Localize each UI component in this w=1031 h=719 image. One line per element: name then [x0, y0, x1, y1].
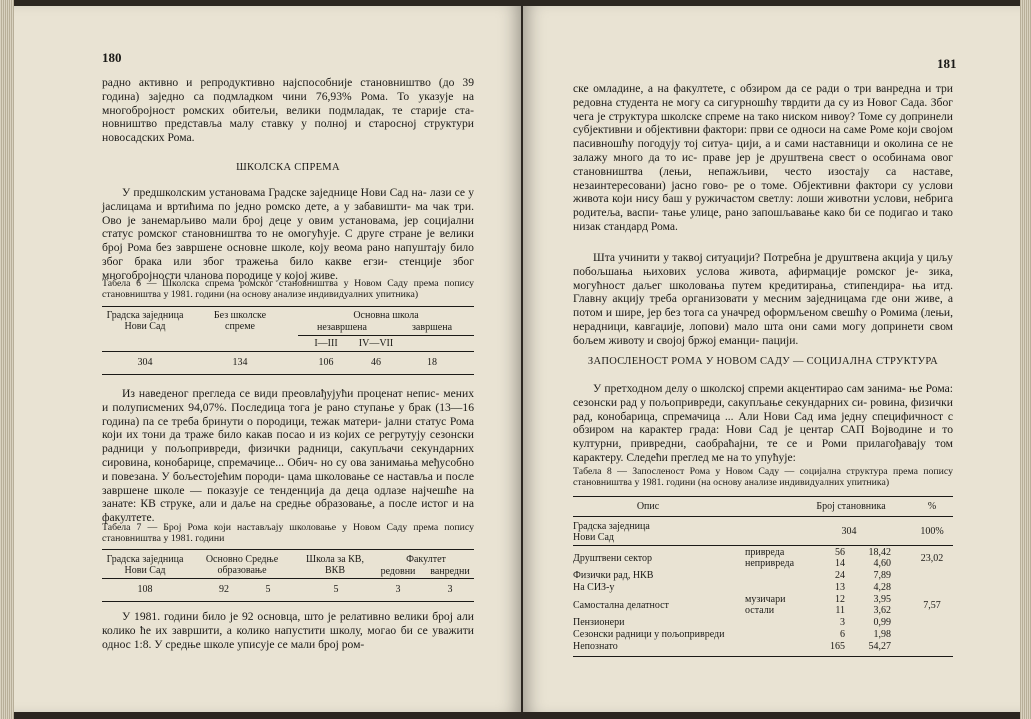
table7-caption: Табела 7 — Број Рома који настављају школовање у Новом Саду према попису становништва у 1981. години [102, 522, 474, 545]
table8-cell: 24 [835, 570, 845, 581]
text-line: САП Војводине и то културни, привредни, саобраћајни, те се и Роми [573, 423, 954, 451]
table8-row-physical-label: Физички рад, НКВ [573, 570, 654, 581]
table6-cell: 134 [232, 357, 248, 368]
table8-cell: привреда [745, 547, 785, 558]
table7-cell: 3 [395, 584, 401, 595]
table8-head-rule [573, 516, 953, 517]
table8-row-seasonal-label: Сезонски радници у пољопривреди [573, 629, 725, 640]
table7-top-rule [102, 549, 474, 550]
text-line: ња итд. Главну акцију треба организовати у месним заједницама где [573, 278, 953, 306]
left-page [14, 6, 521, 712]
table8-cell: 7,57 [923, 600, 941, 611]
text-line: мених и полуписмених 94,07%. Последица тога је рано ступање у [102, 387, 474, 414]
table7-head-part-time: ванредни [430, 566, 470, 577]
text-line: свешћу о Ромима (лењи, нерадници, кавгаџије, лопови) мало шта они [573, 306, 953, 333]
text-line: ружичастом светлу: лоши животни услови, небрига родитеља, васпи- [573, 192, 954, 220]
employment-paragraph [573, 382, 953, 465]
table8-bottom-rule [573, 656, 953, 657]
text-line: цама школовање се наставља и после завршене школе — [102, 469, 474, 497]
table7-cell: 5 [333, 584, 339, 595]
text-line: У предшколским установама Градске заједнице Нови Сад на- [122, 186, 427, 199]
text-line: но су ова занимања међусобно и повезана. У бољестојећим породи- [102, 455, 475, 483]
table6-head-primary: Основна школа [353, 310, 419, 321]
table8-head-pct: % [927, 501, 937, 512]
text-line: у циљу побољшања њихових услова живота, афирмације ромског је- [573, 251, 953, 278]
school-paragraph [102, 186, 474, 283]
table8-cell: музичари [745, 594, 786, 605]
table8-cell: остали [745, 605, 775, 616]
table8-cell: 23,02 [920, 553, 944, 564]
table8-cell: 56 [835, 547, 845, 558]
table8-caption: Табела 8 — Запосленост Рома у Новом Саду — социјална структура према попису становништва у 1981. години (на основу анализе индивидуалних упитника) [573, 466, 953, 489]
table7-head-community: Градска заједница Нови Сад [106, 554, 184, 576]
table8-cell: 165 [830, 641, 845, 652]
table8-row-unknown-label: Непознато [573, 641, 618, 652]
table7-bottom-rule [102, 601, 474, 602]
text-line: се регрутују сезонски радници у пољопривреди, физички радници, [102, 428, 474, 456]
page-number-left: 180 [102, 50, 122, 65]
table8-cell: 3 [840, 617, 845, 628]
text-line: новништво представља малу ставку у полној и старосној структури [102, 117, 474, 131]
text-line: се односи на саме Роме који својом пасивношћу погодују тој ситуа- [573, 123, 953, 151]
table6-head-complete: завршена [411, 322, 453, 333]
table6-head-g2: IV—VII [358, 338, 394, 349]
text-line: али и даље на средње образовање, а после истог и на факултете. [102, 497, 474, 525]
table8-cell: 7,89 [873, 570, 891, 581]
table7-head-education: Основно Средње образовање [205, 554, 279, 576]
text-line: нивоу? Томе су допринели субјективни и објективни фактори: први [573, 109, 953, 137]
table8-cell: 11 [835, 605, 845, 616]
text-line: прилагођавају том карактеру. Следећи преглед ме на то упућује: [573, 437, 953, 464]
continuation-paragraph [573, 82, 953, 234]
text-line: лази се у јаслицама и вртићима по једно ромско дете, а у забавишти- [102, 186, 474, 213]
table6-mid-rule [298, 335, 474, 336]
text-line: радно активно и репродуктивно најспособније становништво (до 39 [102, 76, 474, 89]
text-line: показује се тенденција да деца одлазе најчешће на занате: КВ струке, [102, 483, 475, 511]
section-title-school: ШКОЛСКА СПРЕМА [236, 162, 340, 173]
table8-cell: 4,28 [873, 582, 891, 593]
table7-cell: 108 [137, 584, 153, 595]
table7-head-regular: редовни [380, 566, 416, 577]
table8-row-total-label: Градска заједница Нови Сад [573, 521, 650, 543]
table8-row-social-label: Друштвени сектор [573, 553, 653, 564]
table7-head-rule [102, 578, 474, 579]
table8-cell: непривреда [745, 558, 795, 569]
table8-cell: 12 [835, 594, 845, 605]
table8-cell: 3,62 [873, 605, 891, 616]
text-line: стенције због многобројности чланова породице у којој живе. [102, 254, 474, 282]
text-line: број али колико ће их завршити, а колико напустити школу, могао [102, 610, 475, 637]
table7-cell: 5 [265, 584, 271, 595]
text-line: ре о томе. Објективни фактори су услови живота који нису баш у [573, 178, 953, 206]
text-line: година) заједно са подмладком чини 76,93% Рома. То указује на [102, 89, 474, 103]
text-line: јални статус Рома који их тони да траже било какав посао и из којих [102, 414, 474, 442]
text-line: тање улице, рано запошљавање како би се подигао и тако низак [573, 206, 953, 233]
table8-row-rule [573, 545, 953, 546]
table8-cell: 13 [835, 582, 845, 593]
book-page-edges-right [1020, 0, 1031, 719]
table6-head-rule [102, 351, 474, 352]
text-line: У 1981. години било је 92 основца, што је релативно велики [122, 610, 429, 623]
table7-head-faculty: Факултет [406, 554, 446, 565]
text-line: Новог Сада. Због чега је структура школске спреме на тако ниском [573, 95, 953, 123]
text-line: пацији. [762, 333, 799, 347]
table6-bottom-rule [102, 374, 474, 375]
table8-cell: 100% [920, 526, 944, 537]
action-paragraph [573, 251, 953, 348]
table6-head-g1: I—III [314, 338, 338, 349]
table6-head-no-school: Без школске спреме [213, 310, 267, 332]
table8-cell: 18,42 [868, 547, 891, 558]
text-line: ске омладине, а на факултете, с обзиром да се ради о три ванредна [573, 82, 921, 95]
book-page-edges-left [0, 0, 14, 719]
text-line: јер социјални статус ромског становништва то не омогућује. С друге [102, 213, 474, 241]
table6-cell: 46 [371, 357, 381, 368]
text-line: праве јер је друштвена свест о особинама овог становништва (лењи, [573, 150, 953, 178]
text-line: сакупљачи секундарних сировина, конобарице, спремачице... Обич- [102, 442, 474, 469]
text-line: рано напуштају било због брака или због тражења било какве егзи- [102, 241, 474, 268]
text-line: једну специфичност с обзиром на карактер града: Нови Сад је центар [573, 409, 953, 437]
text-line: ма чак три. Ово је занемарљиво мали број деце у овим установама, [102, 199, 475, 227]
table8-head-occupation: Опис [636, 501, 660, 512]
table8-cell: 1,98 [873, 629, 891, 640]
text-line: Из наведеног прегледа се види преовлађујући проценат непис- [122, 387, 440, 400]
analysis-paragraph [102, 387, 474, 525]
table7-head-school: Школа за КВ, ВКВ [306, 554, 364, 576]
table6-head-community: Градска заједница Нови Сад [106, 310, 184, 332]
text-line: стандард Рома. [603, 219, 678, 233]
text-line: и три редовна студента не могу са сигурношћу тврдити да су из [573, 82, 953, 109]
right-page [523, 6, 1020, 712]
text-line: би се уважити однос 1:8. У средње школе уписује се мали број ром- [102, 623, 474, 651]
text-line: многобројност ромских обитељи, велики подмладак, те старије ста- [102, 103, 474, 117]
text-line: ње Рома: сезонски рад у пољопривреди, сакупљање секундарних си- [573, 382, 954, 409]
text-line: стране је велики број Рома без завршене основне школе, коју веома [102, 227, 474, 255]
table8-cell: 54,27 [868, 641, 891, 652]
text-line: новосадских Рома. [102, 131, 195, 145]
table8-cell: 14 [835, 558, 845, 569]
table8-row-selfemployed-label: Самостална делатност [573, 600, 669, 611]
table6-top-rule [102, 306, 474, 307]
intro-paragraph [102, 76, 474, 145]
table8-cell: 0,99 [873, 617, 891, 628]
table7-cell: 92 [219, 584, 229, 595]
table6-cell: 18 [427, 357, 437, 368]
text-line: Шта учинити у таквој ситуацији? Потребна је друштвена акција [593, 251, 914, 264]
table6-cell: 304 [137, 357, 153, 368]
text-line: зика, могућност даљег школовања путем кредитирања, стипендира- [573, 264, 953, 292]
table7-cell: 3 [447, 584, 453, 595]
table6-caption: Табела 6 — Школска спрема ромског становништва у Новом Саду према попису становништва у 1981. години (на основу анализе индивидуалних упитника) [102, 278, 474, 301]
page-number-right: 181 [937, 56, 957, 71]
text-line: цији, а и сами наставници и околина се не залажу много да то ис- [573, 137, 953, 164]
text-line: сами могу допринети свом бољем животу и својој бржој еманци- [573, 319, 953, 347]
closing-paragraph [102, 610, 474, 651]
section-title-employment: ЗАПОСЛЕНОСТ РОМА У НОВОМ САДУ — СОЦИЈАЛНА СТРУКТУРА [587, 356, 939, 367]
table6-cell: 106 [318, 357, 334, 368]
text-line: ровина, физички рад, конобарица, спремачица ... Али Нови Сад има [573, 395, 953, 423]
table6-head-incomplete: незавршена [317, 322, 367, 333]
table8-head-count: Број становника [816, 501, 886, 512]
table8-cell: 4,60 [873, 558, 891, 569]
table8-cell: 6 [840, 629, 845, 640]
table8-row-pensioners-label: Пензионери [573, 617, 625, 628]
text-line: непажљиви, често изостају са наставе, незаинтересовани) јасно гово- [573, 164, 953, 192]
table8-cell: 3,95 [873, 594, 891, 605]
table8-row-siz-label: На СИЗ-у [573, 582, 615, 593]
table8-cell: 304 [841, 526, 857, 537]
text-line: брак (13—16 година) па се треба бринути о породици, тежак матери- [102, 400, 474, 428]
text-line: они живе, а потом и шире, јер без тога са уначред оформљеном [573, 292, 953, 320]
text-line: У претходном делу о школској спреми акцентирао сам занима- [593, 382, 906, 395]
table8-top-rule [573, 496, 953, 497]
